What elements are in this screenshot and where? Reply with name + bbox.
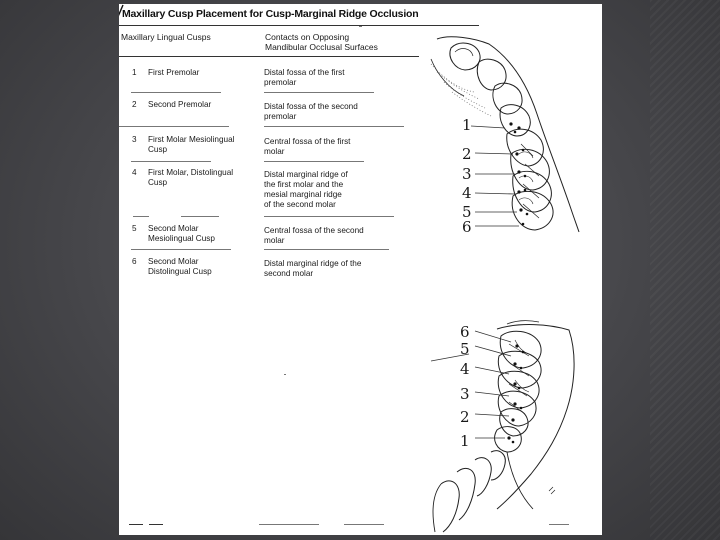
row-5-cusp-line-2: Mesiolingual Cusp <box>148 234 215 243</box>
row-4-contact-line-4: of the second molar <box>264 200 336 209</box>
row-2-contact-line-2: premolar <box>264 112 297 121</box>
row-4-cusp-line-2: Cusp <box>148 178 168 187</box>
upper-label-3: 3 <box>462 165 472 183</box>
row-3-contact-line-2: molar <box>264 147 285 156</box>
lower-label-4: 4 <box>460 360 470 378</box>
row-5-contact-line-1: Central fossa of the second <box>264 226 364 235</box>
row-1-contact-line-1: Distal fossa of the first <box>264 68 345 77</box>
upper-label-2: 2 <box>462 145 472 163</box>
row-1-number: 1 <box>132 68 137 77</box>
page-title: Maxillary Cusp Placement for Cusp-Marginal Ridge Occlusion <box>122 8 419 20</box>
header-contacts-line-2: Mandibular Occlusal Surfaces <box>265 42 378 52</box>
maxillary-arch-figure <box>431 37 579 232</box>
lower-label-6: 6 <box>460 323 470 341</box>
upper-label-4: 4 <box>462 184 472 202</box>
row-2-number: 2 <box>132 100 137 109</box>
lower-label-2: 2 <box>460 408 470 426</box>
scanned-page <box>119 4 602 535</box>
row-6-contact-line-2: second molar <box>264 269 314 278</box>
row-4-contact-line-2: the first molar and the <box>264 180 344 189</box>
upper-figure-labels <box>462 116 472 236</box>
row-4-cusp-line-1: First Molar, Distolingual <box>148 168 234 177</box>
row-3-number: 3 <box>132 135 137 144</box>
mandibular-arch-figure <box>431 321 574 532</box>
lower-label-5: 5 <box>460 340 470 358</box>
row-6-cusp-line-1: Second Molar <box>148 257 199 266</box>
row-5-cusp-line-1: Second Molar <box>148 224 199 233</box>
row-4-number: 4 <box>132 168 137 177</box>
row-6-number: 6 <box>132 257 137 266</box>
row-5-contact-line-2: molar <box>264 236 285 245</box>
header-contacts-line-1: Contacts on Opposing <box>265 32 350 42</box>
lower-figure-labels <box>460 323 470 450</box>
row-1-contact-line-2: premolar <box>264 78 297 87</box>
slide-background-stripe <box>650 0 720 540</box>
header-maxillary-lingual-cusps: Maxillary Lingual Cusps <box>121 32 211 42</box>
row-2-contact-line-1: Distal fossa of the second <box>264 102 358 111</box>
row-6-cusp-line-2: Distolingual Cusp <box>148 267 212 276</box>
upper-label-1: 1 <box>462 116 472 134</box>
row-3-cusp-line-2: Cusp <box>148 145 168 154</box>
upper-label-6: 6 <box>462 218 472 236</box>
lower-label-3: 3 <box>460 385 470 403</box>
row-3-cusp-line-1: First Molar Mesiolingual <box>148 135 235 144</box>
row-6-contact-line-1: Distal marginal ridge of the <box>264 259 362 268</box>
row-2-cusp-line-1: Second Premolar <box>148 100 212 109</box>
row-4-contact-line-1: Distal marginal ridge of <box>264 170 348 179</box>
row-3-contact-line-1: Central fossa of the first <box>264 137 351 146</box>
upper-label-5: 5 <box>462 203 472 221</box>
row-5-number: 5 <box>132 224 137 233</box>
lower-label-1: 1 <box>460 432 470 450</box>
row-1-cusp-line-1: First Premolar <box>148 68 200 77</box>
row-4-contact-line-3: mesial marginal ridge <box>264 190 342 199</box>
dental-figures <box>119 4 602 535</box>
